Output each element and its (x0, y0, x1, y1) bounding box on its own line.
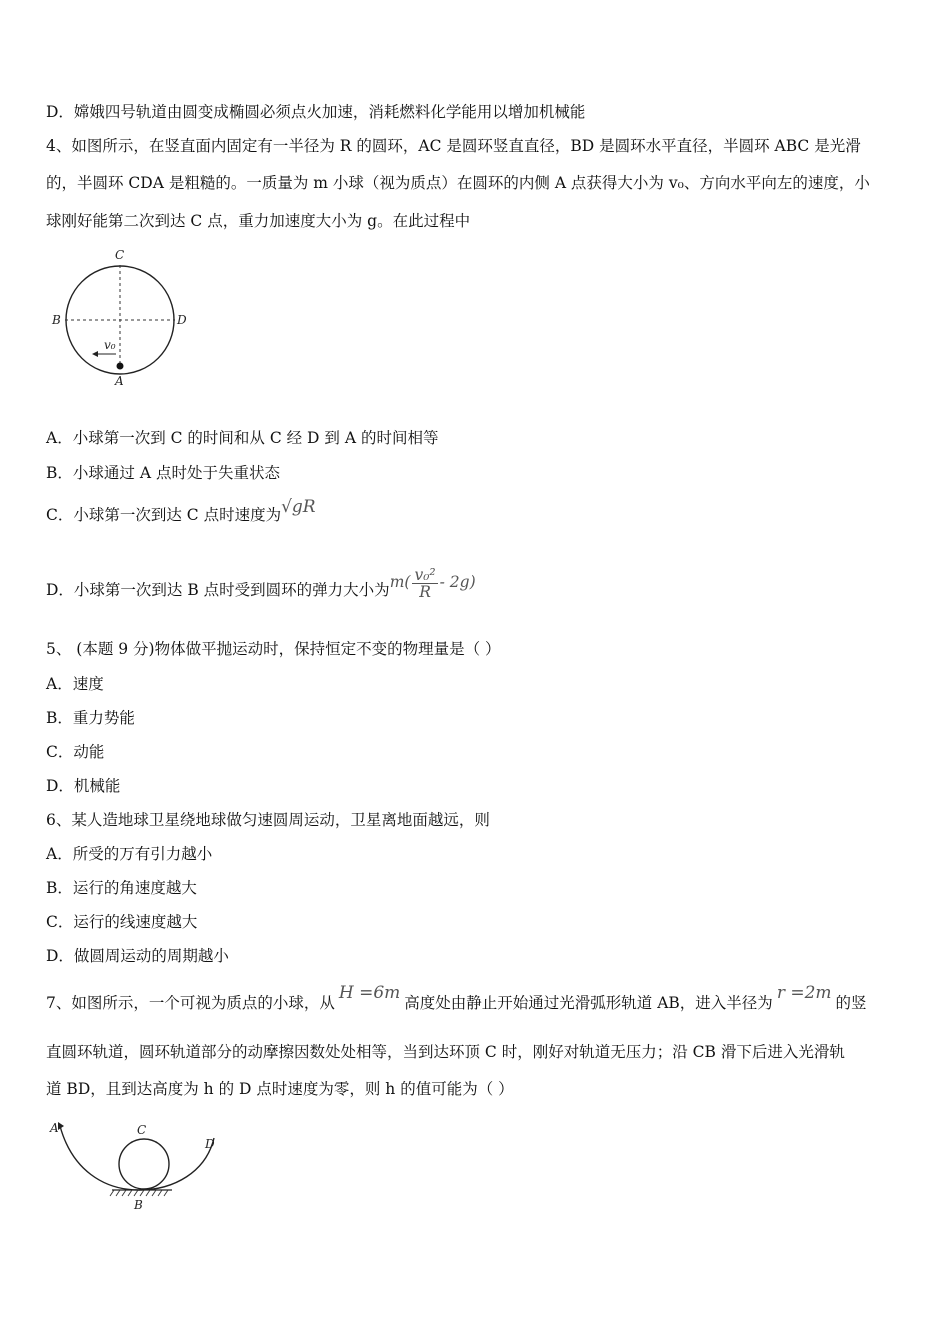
q7-math-r: r =2m (776, 983, 832, 1003)
q6-option-d: D．做圆周运动的周期越小 (46, 947, 229, 965)
q7-stem-part2: 高度处由静止开始通过光滑弧形轨道 AB，进入半径为 (404, 994, 773, 1012)
q4-option-c-text: C．小球第一次到达 C 点时速度为 (46, 506, 282, 524)
q4-option-c-math: √gR (281, 497, 316, 517)
label-b: B (134, 1198, 143, 1212)
q4-option-b: B．小球通过 A 点时处于失重状态 (46, 464, 280, 482)
label-a: A (50, 1121, 59, 1135)
q6-stem: 6、某人造地球卫星绕地球做匀速圆周运动，卫星离地面越远，则 (46, 811, 490, 829)
math-denominator: R (419, 582, 431, 601)
q4-option-d-text: D．小球第一次到达 B 点时受到圆环的弹力大小为 (46, 581, 390, 599)
label-a: A (115, 374, 124, 388)
loop-circle (119, 1139, 169, 1189)
q4-stem-line2: 的，半圆环 CDA 是粗糙的。一质量为 m 小球（视为质点）在圆环的内侧 A 点获得大小为 v₀、方向水平向左的速度，小 (46, 174, 870, 192)
label-d: D (177, 313, 187, 327)
math-suffix: - 2g) (439, 573, 476, 591)
q7-stem-line2: 直圆环轨道，圆环轨道部分的动摩擦因数处处相等，当到达环顶 C 时，刚好对轨道无压力；沿 CB 滑下后进入光滑轨 (46, 1043, 845, 1061)
q7-math-h: H =6m (338, 983, 401, 1003)
q5-stem: 5、 (本题 9 分)物体做平抛运动时，保持恒定不变的物理量是（ ） (46, 640, 501, 658)
q4-option-a: A．小球第一次到 C 的时间和从 C 经 D 到 A 的时间相等 (46, 429, 439, 447)
q7-track-figure (44, 1110, 224, 1215)
q6-option-c: C．运行的线速度越大 (46, 913, 198, 931)
q5-option-b: B．重力势能 (46, 709, 135, 727)
q4-circle-figure (48, 245, 198, 395)
q5-option-a: A．速度 (46, 675, 104, 693)
label-b: B (52, 313, 61, 327)
label-d: D (205, 1137, 215, 1151)
q4-stem-line1: 4、如图所示，在竖直面内固定有一半径为 R 的圆环，AC 是圆环竖直直径，BD 是圆环水平直径，半圆环 ABC 是光滑 (46, 137, 861, 155)
ball-icon (117, 363, 124, 370)
q7-stem-part1: 7、如图所示，一个可视为质点的小球，从 (46, 994, 335, 1012)
q4-option-c (46, 497, 316, 526)
q6-option-a: A．所受的万有引力越小 (46, 845, 213, 863)
q6-option-b: B．运行的角速度越大 (46, 879, 197, 897)
label-c: C (115, 248, 125, 262)
q7-stem-part3: 的竖 (835, 994, 867, 1012)
label-v0: v₀ (104, 338, 116, 352)
q7-stem-line3: 道 BD，且到达高度为 h 的 D 点时速度为零，则 h 的值可能为（ ） (46, 1080, 514, 1098)
ground-hatching (110, 1190, 168, 1196)
q3-option-d: D．嫦娥四号轨道由圆变成椭圆必须点火加速，消耗燃料化学能用以增加机械能 (46, 103, 586, 121)
velocity-arrowhead (92, 351, 98, 357)
math-numerator: v₀² (414, 565, 436, 584)
q5-option-c: C．动能 (46, 743, 105, 761)
label-c: C (137, 1123, 147, 1137)
q4-stem-line3: 球刚好能第二次到达 C 点，重力加速度大小为 g。在此过程中 (46, 212, 471, 230)
q4-option-d (46, 565, 476, 612)
math-fraction (412, 567, 437, 600)
q7-stem-line1 (46, 983, 867, 1023)
math-prefix: m( (389, 573, 411, 591)
q4-option-d-math (389, 565, 476, 601)
q5-option-d: D．机械能 (46, 777, 121, 795)
